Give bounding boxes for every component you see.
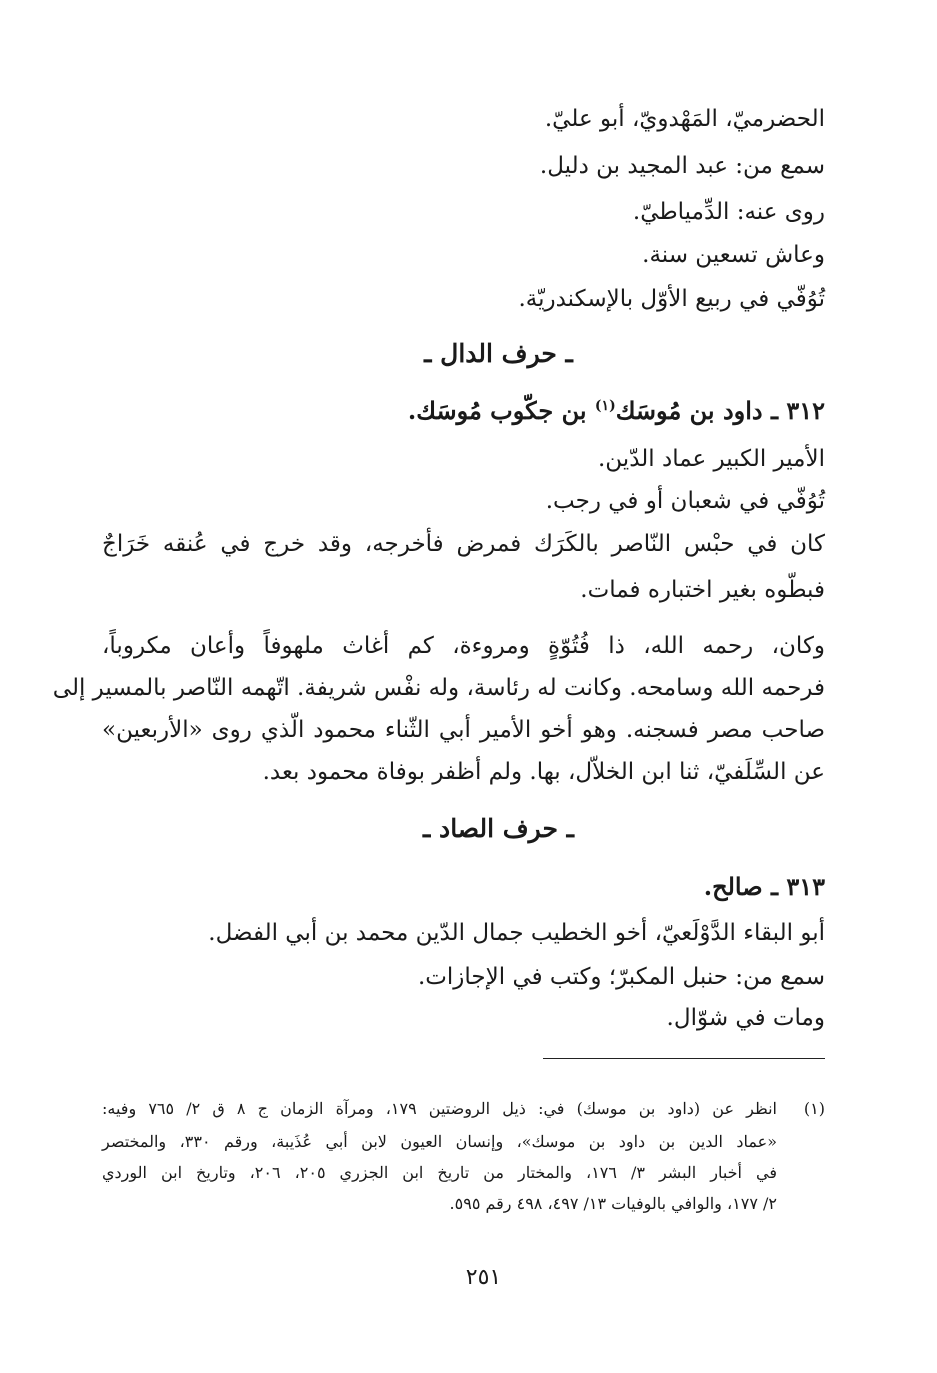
entry-313-title: ٣١٣ ـ صالح. [703, 872, 825, 901]
bio-line: أبو البقاء الدَّوْلَعيّ، أخو الخطيب جمال الدّين محمد بن أبي الفضل. [208, 920, 825, 946]
bio-line: ومات في شوّال. [666, 1005, 825, 1031]
paragraph-line: فرحمه الله وسامحه. وكانت له رئاسة، وله نفْس شريفة. اتّهمه النّاصر بالمسير إلى [52, 675, 825, 701]
entry-312-title-rest: بن جكّوب مُوسَك. [407, 396, 595, 425]
entry-312-title-name: ٣١٢ ـ داود بن مُوسَك [615, 396, 825, 425]
footnote-divider [543, 1058, 825, 1059]
entry-312-title [408, 396, 825, 426]
footnote-line: انظر عن (داود بن موسك) في: ذيل الروضتين ١٧٩، ومرآة الزمان ج ٨ ق ٢/ ٧٦٥ وفيه: [102, 1099, 777, 1118]
bio-line: سمع من: حنبل المكبرّ؛ وكتب في الإجازات. [417, 964, 825, 990]
bio-line: تُوُفّي في شعبان أو في رجب. [545, 488, 825, 514]
footnote-line: ٢/ ١٧٧، والوافي بالوفيات ١٣/ ٤٩٧، ٤٩٨ رقم ٥٩٥. [449, 1194, 777, 1213]
bio-line: وعاش تسعين سنة. [642, 242, 825, 268]
page-number: ٢٥١ [465, 1265, 502, 1290]
section-heading-sad: ـ حرف الصاد ـ [423, 814, 574, 843]
bio-line: تُوُفّي في ربيع الأوّل بالإسكندريّة. [518, 286, 825, 312]
bio-line: الأمير الكبير عماد الدّين. [597, 446, 825, 472]
bio-line: الحضرميّ، المَهْدويّ، أبو عليّ. [544, 106, 825, 132]
footnote-line: «عماد الدين بن داود بن موسك»، وإنسان العيون لابن أبي عُذَيبة، ورقم ٣٣٠، والمختصر [102, 1132, 778, 1151]
paragraph-line: صاحب مصر فسجنه. وهو أخو الأمير أبي الثّناء محمود الّذي روى «الأربعين» [102, 717, 825, 743]
footnote-line: في أخبار البشر ٣/ ١٧٦، والمختار من تاريخ ابن الجزري ٢٠٥، ٢٠٦، وتاريخ ابن الوردي [102, 1163, 777, 1182]
footnote-number: (١) [803, 1099, 825, 1118]
footnote-reference: (١) [594, 398, 616, 414]
bio-line: سمع من: عبد المجيد بن دليل. [539, 153, 825, 179]
section-heading-dal: ـ حرف الدال ـ [424, 339, 573, 368]
paragraph-line: عن السِّلَفيّ، ثنا ابن الخلاّل، بها. ولم أظفر بوفاة محمود بعد. [262, 759, 825, 785]
bio-line: كان في حبْس النّاصر بالكَرَك فمرض فأخرجه، وقد خرج في عُنقه خَرَاجٌ [102, 531, 825, 557]
bio-line: روى عنه: الدِّمياطيّ. [632, 199, 825, 225]
bio-line: فبطّوه بغير اختباره فمات. [580, 577, 825, 603]
paragraph-line: وكان، رحمه الله، ذا فُتُوّةٍ ومروءة، كم أغاث ملهوفاً وأعان مكروباً، [102, 633, 825, 659]
